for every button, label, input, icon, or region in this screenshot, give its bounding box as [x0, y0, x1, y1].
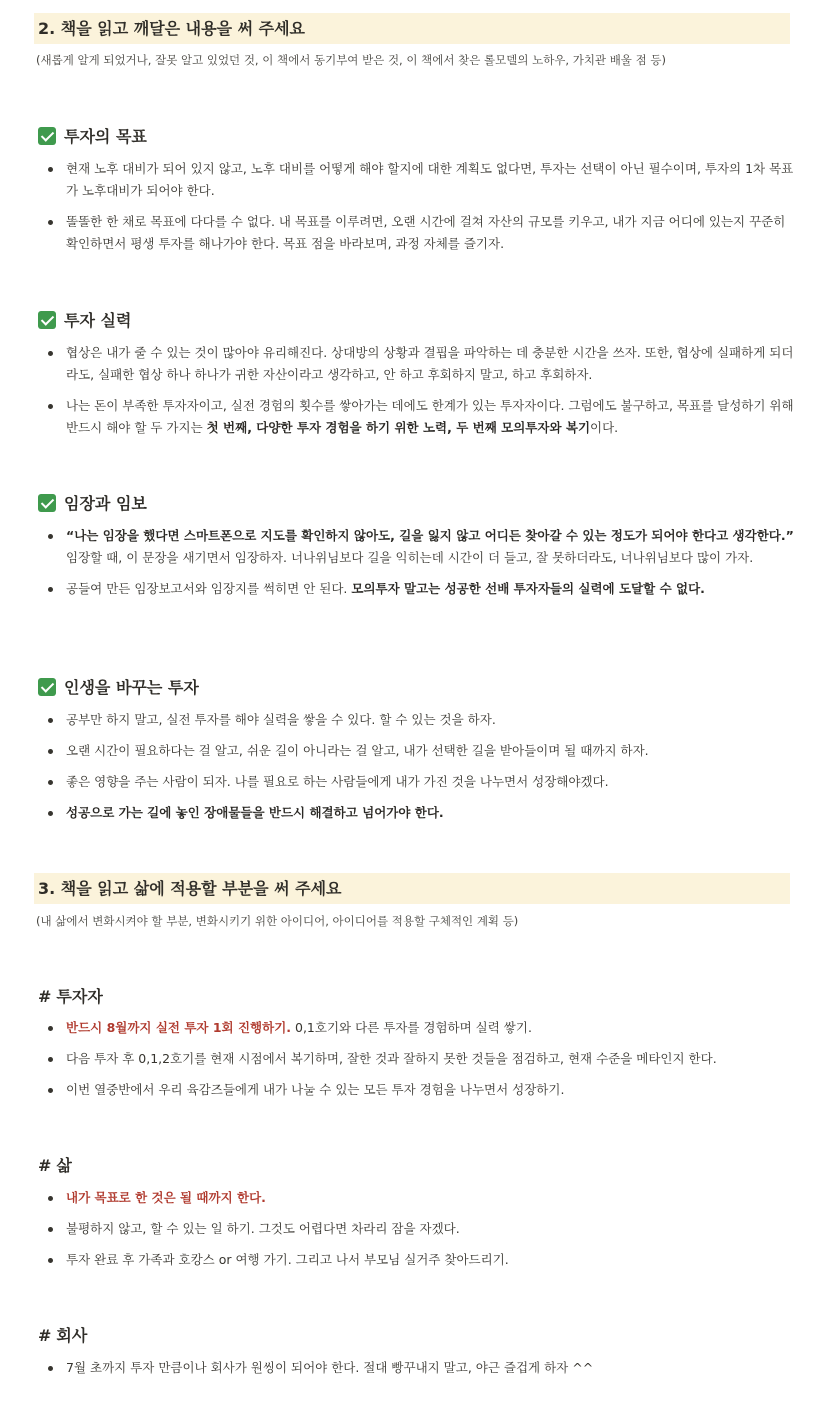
topic-company-list	[46, 1357, 794, 1379]
list-item: 똘똘한 한 채로 목표에 다다를 수 없다. 내 목표를 이루려면, 오랜 시간에 걸쳐 자산의 규모를 키우고, 내가 지금 어디에 있는지 꾸준히 확인하면서 평생 투자를 해나가야 한다. 목표 점을 바라보며, 과정 자체를 즐기자.	[46, 211, 794, 255]
section-2-subtitle: (새롭게 알게 되었거나, 잘못 알고 있었던 것, 이 책에서 동기부여 받은 것, 이 책에서 찾은 롤모델의 노하우, 가치관 배울 점 등)	[36, 53, 666, 67]
topic-title: 회사	[56, 1326, 88, 1345]
topic-life-changing-investment-list	[46, 709, 794, 824]
topic-investor-list	[46, 1017, 794, 1101]
topic-investor	[38, 986, 103, 1008]
topic-title: 투자의 목표	[64, 127, 147, 146]
list-item: 공부만 하지 말고, 실전 투자를 해야 실력을 쌓을 수 있다. 할 수 있는 것을 하자.	[46, 709, 794, 731]
list-item: 공들여 만든 임장보고서와 임장지를 썩히면 안 된다. 모의투자 말고는 성공한 선배 투자자들의 실력에 도달할 수 없다.	[46, 578, 794, 600]
section-3-subtitle: (내 삶에서 변화시켜야 할 부분, 변화시키기 위한 아이디어, 아이디어를 적용할 구체적인 계획 등)	[36, 914, 519, 928]
topic-imjang-imbo	[38, 493, 147, 515]
list-item: 좋은 영향을 주는 사람이 되자. 나를 필요로 하는 사람들에게 내가 가진 것을 나누면서 성장해야겠다.	[46, 771, 794, 793]
section-3-heading: 3. 책을 읽고 삶에 적용할 부분을 써 주세요	[34, 873, 790, 904]
hash-marker: #	[38, 1326, 52, 1345]
list-item: 7월 초까지 투자 만큼이나 회사가 원씽이 되어야 한다. 절대 빵꾸내지 말고, 야근 즐겁게 하자 ^^	[46, 1357, 794, 1379]
checkmark-icon	[38, 311, 56, 329]
topic-title: 투자자	[56, 987, 103, 1006]
section-2-heading: 2. 책을 읽고 깨달은 내용을 써 주세요	[34, 13, 790, 44]
checkmark-icon	[38, 127, 56, 145]
list-item: 협상은 내가 줄 수 있는 것이 많아야 유리해진다. 상대방의 상황과 결핍을 파악하는 데 충분한 시간을 쓰자. 또한, 협상에 실패하게 되더라도, 실패한 협상 하나 하나가 귀한 자산이라고 생각하고, 안 하고 후회하지 말고, 하고 후회하자.	[46, 342, 794, 386]
checkmark-icon	[38, 494, 56, 512]
list-item: 현재 노후 대비가 되어 있지 않고, 노후 대비를 어떻게 해야 할지에 대한 계획도 없다면, 투자는 선택이 아닌 필수이며, 투자의 1차 목표가 노후대비가 되어야 한다.	[46, 158, 794, 202]
list-item: 불평하지 않고, 할 수 있는 일 하기. 그것도 어렵다면 차라리 잠을 자겠다.	[46, 1218, 794, 1240]
list-item: 이번 열중반에서 우리 육감즈들에게 내가 나눌 수 있는 모든 투자 경험을 나누면서 성장하기.	[46, 1079, 794, 1101]
topic-life-list	[46, 1187, 794, 1271]
topic-title: 임장과 임보	[64, 494, 147, 513]
topic-title: 투자 실력	[64, 311, 132, 330]
checkmark-icon	[38, 678, 56, 696]
topic-investment-goal	[38, 126, 147, 148]
list-item: 나는 돈이 부족한 투자자이고, 실전 경험의 횟수를 쌓아가는 데에도 한계가 있는 투자자이다. 그럼에도 불구하고, 목표를 달성하기 위해 반드시 해야 할 두 가지는 첫 번째, 다양한 투자 경험을 하기 위한 노력, 두 번째 모의투자와 복기이다.	[46, 395, 794, 439]
topic-company	[38, 1325, 87, 1347]
list-item: 오랜 시간이 필요하다는 걸 알고, 쉬운 길이 아니라는 걸 알고, 내가 선택한 길을 받아들이며 될 때까지 하자.	[46, 740, 794, 762]
topic-life	[38, 1155, 72, 1177]
list-item: 내가 목표로 한 것은 될 때까지 한다.	[46, 1187, 794, 1209]
list-item: 투자 완료 후 가족과 호캉스 or 여행 가기. 그리고 나서 부모님 실거주 찾아드리기.	[46, 1249, 794, 1271]
topic-investment-skill	[38, 310, 131, 332]
topic-life-changing-investment	[38, 677, 199, 699]
hash-marker: #	[38, 987, 52, 1006]
topic-imjang-imbo-list	[46, 525, 794, 600]
list-item: 반드시 8월까지 실전 투자 1회 진행하기. 0,1호기와 다른 투자를 경험하며 실력 쌓기.	[46, 1017, 794, 1039]
topic-title: 인생을 바꾸는 투자	[64, 678, 199, 697]
list-item: 성공으로 가는 길에 놓인 장애물들을 반드시 해결하고 넘어가야 한다.	[46, 802, 794, 824]
topic-investment-goal-list	[46, 158, 794, 255]
topic-title: 삶	[56, 1156, 72, 1175]
hash-marker: #	[38, 1156, 52, 1175]
topic-investment-skill-list	[46, 342, 794, 439]
list-item: “나는 임장을 했다면 스마트폰으로 지도를 확인하지 않아도, 길을 잃지 않고 어디든 찾아갈 수 있는 정도가 되어야 한다고 생각한다.” 임장할 때, 이 문장을 새기면서 임장하자. 너나위님보다 길을 익히는데 시간이 더 들고, 잘 못하더라도, 너나위님보다 많이 가자.	[46, 525, 794, 569]
list-item: 다음 투자 후 0,1,2호기를 현재 시점에서 복기하며, 잘한 것과 잘하지 못한 것들을 점검하고, 현재 수준을 메타인지 한다.	[46, 1048, 794, 1070]
